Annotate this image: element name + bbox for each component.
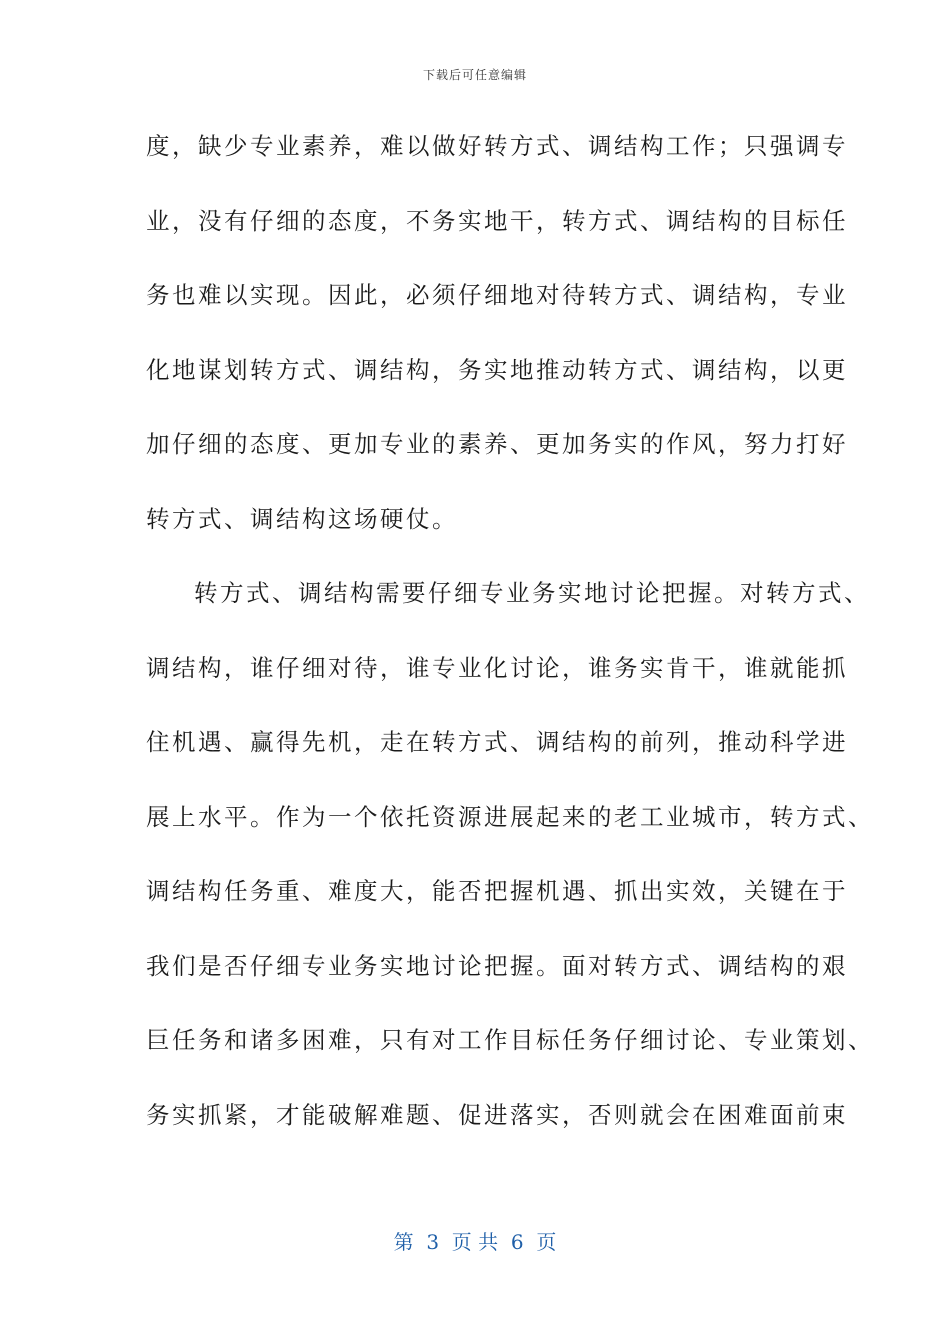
text-line: 度，缺少专业素养，难以做好转方式、调结构工作；只强调专 — [146, 132, 848, 160]
page-header-note: 下载后可任意编辑 — [422, 68, 527, 82]
text-line: 化地谋划转方式、调结构，务实地推动转方式、调结构，以更 — [146, 355, 848, 384]
text-line: 展上水平。作为一个依托资源进展起来的老工业城市，转方式、 — [146, 802, 874, 831]
text-line: 住机遇、赢得先机，走在转方式、调结构的前列，推动科学进 — [146, 728, 848, 756]
text-line: 调结构任务重、难度大，能否把握机遇、抓出实效，关键在于 — [146, 877, 848, 905]
text-line: 加仔细的态度、更加专业的素养、更加务实的作风，努力打好 — [146, 430, 848, 458]
text-line: 业，没有仔细的态度，不务实地干，转方式、调结构的目标任 — [146, 206, 848, 235]
paragraph-start-line: 转方式、调结构需要仔细专业务实地讨论把握。对转方式、 — [194, 579, 870, 607]
text-line: 巨任务和诸多困难，只有对工作目标任务仔细讨论、专业策划、 — [146, 1026, 874, 1054]
text-line: 我们是否仔细专业务实地讨论把握。面对转方式、调结构的艰 — [146, 951, 848, 980]
text-line: 调结构，谁仔细对待，谁专业化讨论，谁务实肯干，谁就能抓 — [146, 653, 848, 682]
document-body — [146, 127, 874, 1170]
text-line: 务实抓紧，才能破解难题、促进落实，否则就会在困难面前束 — [146, 1100, 848, 1129]
text-line: 转方式、调结构这场硬仗。 — [146, 504, 458, 533]
text-line: 务也难以实现。因此，必须仔细地对待转方式、调结构，专业 — [146, 281, 848, 309]
page-number-footer: 第 3 页 共 6 页 — [393, 1230, 557, 1254]
